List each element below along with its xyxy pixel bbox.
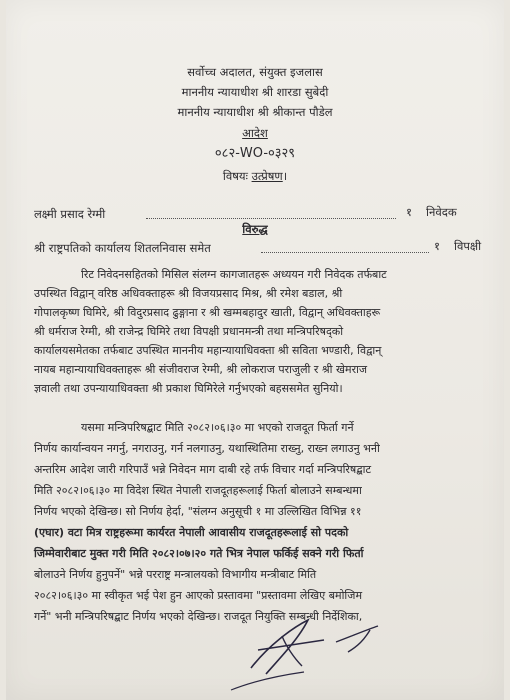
para1-line: कार्यालयसमेतका तर्फबाट उपस्थित माननीय महान्यायाधिवक्ता श्री सविता भण्डारी, विद्वान् (34, 344, 382, 357)
versus-heading: विरुद्ध (242, 222, 268, 236)
para2-line: अन्तरिम आदेश जारी गरिपाउँ भन्ने निवेदन माग दाबी रहे तर्फ विचार गर्दा मन्त्रिपरिषद्बाट (34, 463, 372, 476)
petitioner-dots (146, 218, 396, 219)
para1-line: रिट निवेदनसहितको मिसिल संलग्न कागजातहरू अध्ययन गरी निवेदक तर्फबाट (81, 268, 387, 281)
respondent-name: श्री राष्ट्रपतिको कार्यालय शितलनिवास समेत (34, 241, 211, 255)
para2-line: बोलाउने निर्णय हुनुपर्ने" भन्ने परराष्ट्र मन्त्रालयको विभागीय मन्त्रीबाट मिति (34, 568, 317, 581)
para1-line: नायब महान्यायाधिवक्ताहरू श्री संजीवराज रेग्मी, श्री लोकराज पराजुली र श्री खेमराज (34, 363, 368, 376)
judge-2: माननीय न्यायाधीश श्री श्रीकान्त पौडेल (177, 105, 333, 119)
order-heading: आदेश (242, 126, 268, 140)
para2-line: जिम्मेवारीबाट मुक्त गरी मिति २०८२।०७।२० गते भित्र नेपाल फर्किई सक्ने गरी फिर्ता (34, 547, 364, 560)
document-page (6, 0, 504, 700)
para1-line: ज्ञवाली तथा उपन्यायाधिवक्ता श्री प्रकाश घिमिरेले गर्नुभएको बहससमेत सुनियो। (34, 382, 343, 395)
subject-label: विषयः (222, 169, 248, 183)
para1-line: गोपालकृष्ण घिमिरे, श्री विदुरप्रसाद ढुङ्गाना र श्री खम्मबहादुर खाती, विद्वान् अधिवक्ताहरू (34, 306, 381, 319)
para1-line: उपस्थित विद्वान् वरिष्ठ अधिवक्ताहरू श्री विजयप्रसाद मिश्र, श्री रमेश बडाल, श्री (34, 287, 343, 300)
para2-line: (एघार) वटा मित्र राष्ट्रहरूमा कार्यरत नेपाली आवासीय राजदूतहरूलाई सो पदको (34, 526, 349, 539)
para2-line: २०८२।०६।३० मा स्वीकृत भई पेश हुन आएको प्रस्तावमा "प्रस्तावमा लेखिए बमोजिम (34, 589, 363, 602)
case-number: ०८२-WO-०३२९ (214, 146, 296, 161)
para2-line: गर्ने" भनी मन्त्रिपरिषद्बाट निर्णय भएको देखिन्छ। राजदूत नियुक्ति सम्बन्धी निर्देशिका, (34, 610, 363, 623)
judge-1: माननीय न्यायाधीश श्री शारडा सुबेदी (181, 85, 329, 99)
signature-stroke (336, 626, 378, 652)
petitioner-role: निवेदक (426, 205, 457, 219)
petitioner-name: लक्ष्मी प्रसाद रेग्मी (34, 207, 106, 221)
court-name: सर्वोच्च अदालत, संयुक्त इजलास (187, 65, 323, 79)
para2-line: मिति २०८२।०६।३० मा विदेश स्थित नेपाली राजदूतहरूलाई फिर्ता बोलाउने सम्बन्धमा (34, 484, 362, 497)
subject-value: उत्प्रेषण (251, 169, 283, 183)
subject-line (6, 169, 504, 183)
signature-stroke (258, 636, 324, 666)
para2-line: निर्णय भएको देखिन्छ। सो निर्णय हेर्दा, "संलग्न अनुसूची १ मा उल्लिखित विभिन्न ११ (34, 505, 362, 518)
para2-line: निर्णय कार्यान्वयन नगर्नु, नगराउनु, गर्न नलगाउनु, यथास्थितिमा राख्नु, राख्न लगाउनु भनी (34, 442, 380, 455)
signature-stroke (251, 620, 308, 674)
respondent-role: विपक्षी (454, 239, 482, 253)
para2-line: यसमा मन्त्रिपरिषद्बाट मिति २०८२।०६।३० मा भएको राजदूत फिर्ता गर्ने (81, 421, 354, 434)
para1-line: श्री धर्मराज रेग्मी, श्री राजेन्द्र घिमिरे तथा विपक्षी प्रधानमन्त्री तथा मन्त्रिपरिषद्को (34, 325, 344, 338)
subject-end: । (282, 169, 288, 183)
respondent-number: १ (434, 239, 440, 253)
petitioner-number: १ (406, 205, 412, 219)
signature-stroke (231, 672, 304, 690)
respondent-dots (261, 252, 429, 253)
